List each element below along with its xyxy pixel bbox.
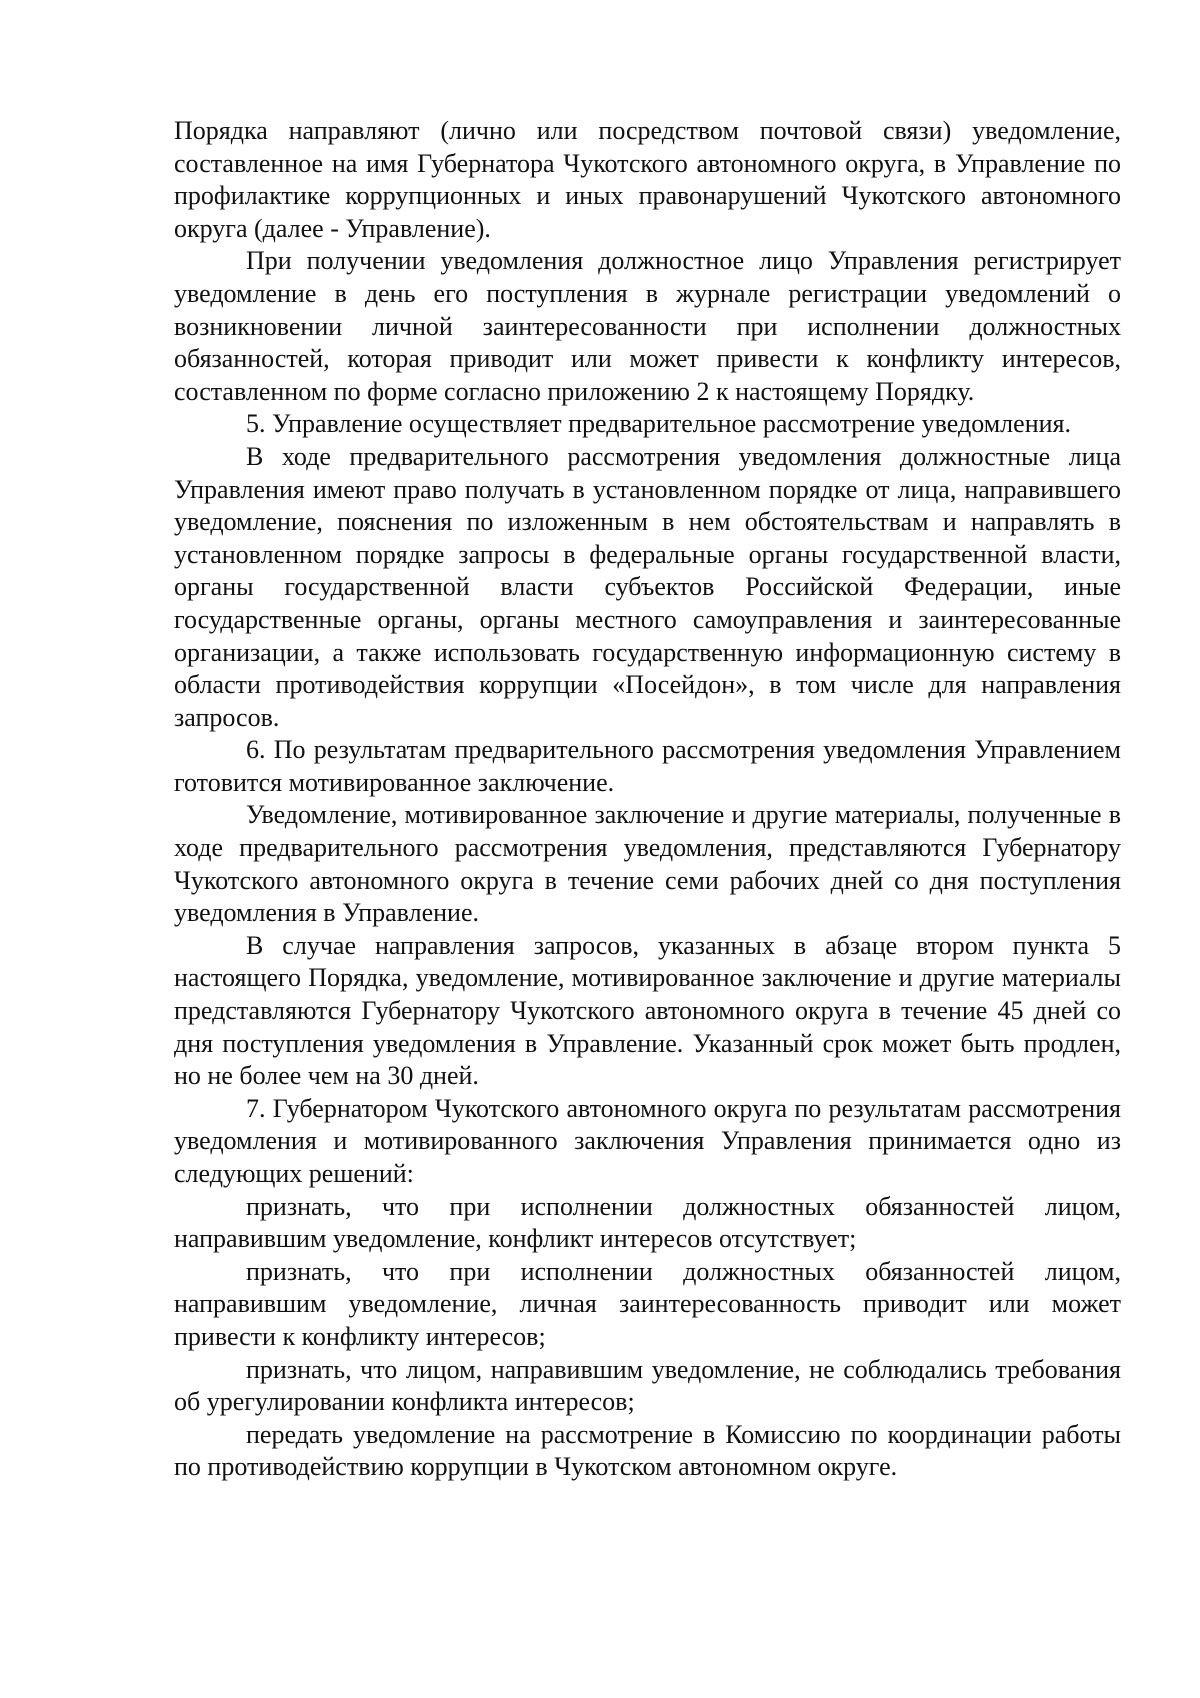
- paragraph-requests-deadline: В случае направления запросов, указанных в абзаце втором пункта 5 настоящего Порядка, уведомление, мотивированное заключение и другие материалы представляются Губернатору Чукотского автономного округа в течение 45 дней со дня поступления уведомления в Управление. Указанный срок может быть продлен, но не более чем на 30 дней.: [174, 930, 1121, 1091]
- decision-requirements-not-met: признать, что лицом, направившим уведомление, не соблюдались требования об урегулировании конфликта интересов;: [174, 1354, 1121, 1417]
- decision-no-conflict: признать, что при исполнении должностных обязанностей лицом, направившим уведомление, конфликт интересов отсутствует;: [174, 1191, 1121, 1254]
- paragraph-preliminary-review-rights: В ходе предварительного рассмотрения уведомления должностные лица Управления имеют право получать в установленном порядке от лица, направившего уведомление, пояснения по изложенным в нем обстоятельствам и направлять в установленном порядке запросы в федеральные органы государственной власти, органы государственной власти субъектов Российской Федерации, иные государственные органы, органы местного самоуправления и заинтересованные организации, а также использовать государственную информационную систему в области противодействия коррупции «Посейдон», в том числе для направления запросов.: [174, 441, 1121, 732]
- paragraph-registration: При получении уведомления должностное лицо Управления регистрирует уведомление в день его поступления в журнале регистрации уведомлений о возникновении личной заинтересованности при исполнении должностных обязанностей, которая приводит или может привести к конфликту интересов, составленном по форме согласно приложению 2 к настоящему Порядку.: [174, 246, 1121, 406]
- document-page: [174, 115, 1121, 1484]
- paragraph-item-5: 5. Управление осуществляет предварительное рассмотрение уведомления.: [246, 409, 1071, 439]
- decision-conflict-possible: признать, что при исполнении должностных обязанностей лицом, направившим уведомление, личная заинтересованность приводит или может привести к конфликту интересов;: [174, 1256, 1121, 1351]
- decision-transfer-to-commission: передать уведомление на рассмотрение в Комиссию по координации работы по противодействию коррупции в Чукотском автономном округе.: [174, 1419, 1121, 1482]
- paragraph-notification-submission: Порядка направляют (лично или посредством почтовой связи) уведомление, составленное на имя Губернатора Чукотского автономного округа, в Управление по профилактике коррупционных и иных правонарушений Чукотского автономного округа (далее - Управление).: [174, 116, 1121, 243]
- paragraph-materials-submission: Уведомление, мотивированное заключение и другие материалы, полученные в ходе предварительного рассмотрения уведомления, представляются Губернатору Чукотского автономного округа в течение семи рабочих дней со дня поступления уведомления в Управление.: [174, 800, 1121, 928]
- paragraph-item-7: 7. Губернатором Чукотского автономного округа по результатам рассмотрения уведомления и мотивированного заключения Управления принимается одно из следующих решений:: [174, 1093, 1121, 1188]
- paragraph-item-6: 6. По результатам предварительного рассмотрения уведомления Управлением готовится мотивированное заключение.: [174, 735, 1121, 797]
